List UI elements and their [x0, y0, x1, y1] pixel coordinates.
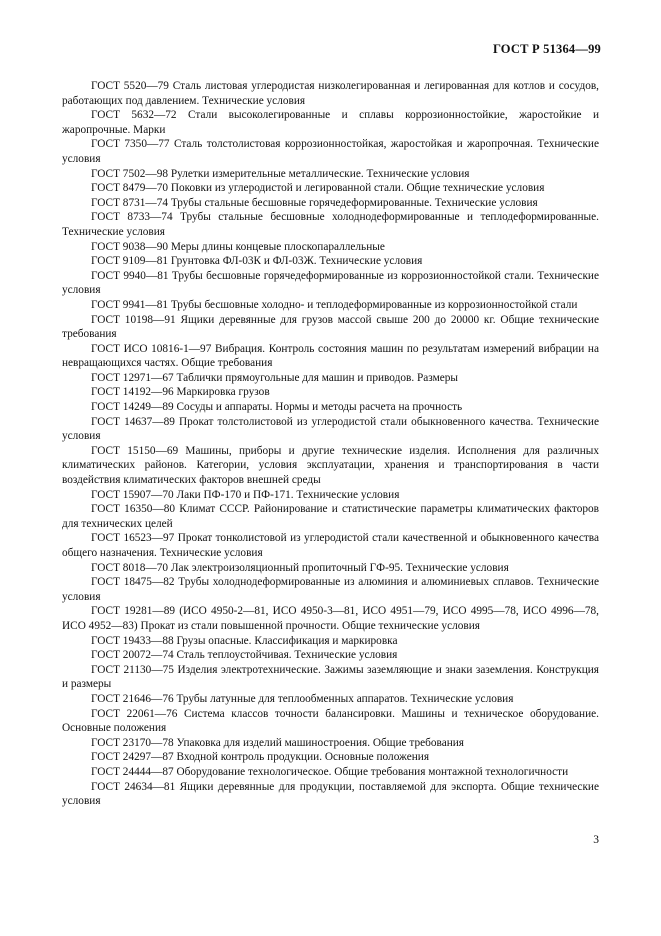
reference-entry: ГОСТ 8731—74 Трубы стальные бесшовные горячедеформированные. Технические условия — [91, 196, 538, 209]
document-header: ГОСТ Р 51364—99 — [492, 42, 601, 56]
reference-entry: ГОСТ 24634—81 Ящики деревянные для продукции, поставляемой для экспорта. Общие технические условия — [62, 780, 599, 808]
reference-entry: ГОСТ 24444—87 Оборудование технологическое. Общие требования монтажной технологичности — [91, 765, 569, 778]
reference-entry: ГОСТ 19281—89 (ИСО 4950-2—81, ИСО 4950-3—81, ИСО 4951—79, ИСО 4995—78, ИСО 4996—78, ИСО 4952—83) Прокат из стали повышенной прочности. Общие технические условия — [62, 605, 599, 632]
reference-entry: ГОСТ 21646—76 Трубы латунные для теплообменных аппаратов. Технические условия — [91, 692, 514, 705]
reference-entry: ГОСТ 15150—69 Машины, приборы и другие технические изделия. Исполнения для различных климатических районов. Категории, условия эксплуатации, хранения и транспортирования в части воздействия климатических факторов внешней среды — [62, 444, 599, 487]
reference-entry: ГОСТ 10198—91 Ящики деревянные для грузов массой свыше 200 до 20000 кг. Общие технические требования — [62, 313, 599, 341]
reference-entry: ГОСТ 16350—80 Климат СССР. Районирование и статистические параметры климатических факторов для технических целей — [62, 503, 599, 530]
reference-entry: ГОСТ 5632—72 Стали высоколегированные и сплавы коррозионностойкие, жаростойкие и жаропрочные. Марки — [62, 109, 599, 136]
reference-entry: ГОСТ ИСО 10816-1—97 Вибрация. Контроль состояния машин по результатам измерений вибрации на невращающихся частях. Общие требования — [62, 342, 599, 370]
reference-entry: ГОСТ 7350—77 Сталь толстолистовая коррозионностойкая, жаростойкая и жаропрочная. Технические условия — [62, 138, 599, 165]
reference-entry: ГОСТ 9940—81 Трубы бесшовные горячедеформированные из коррозионностойкой стали. Технические условия — [62, 269, 599, 297]
reference-entry: ГОСТ 8018—70 Лак электроизоляционный пропиточный ГФ-95. Технические условия — [91, 561, 509, 574]
reference-entry: ГОСТ 15907—70 Лаки ПФ-170 и ПФ-171. Технические условия — [91, 488, 400, 501]
reference-entry: ГОСТ 14249—89 Сосуды и аппараты. Нормы и методы расчета на прочность — [91, 401, 463, 414]
reference-entry: ГОСТ 9109—81 Грунтовка ФЛ-03К и ФЛ-03Ж. Технические условия — [91, 255, 423, 268]
reference-entry: ГОСТ 9038—90 Меры длины концевые плоскопараллельные — [91, 240, 385, 253]
reference-entry: ГОСТ 7502—98 Рулетки измерительные металлические. Технические условия — [91, 167, 470, 180]
reference-entry: ГОСТ 18475—82 Трубы холоднодеформированные из алюминия и алюминиевых сплавов. Технические условия — [62, 576, 599, 603]
reference-entry: ГОСТ 9941—81 Трубы бесшовные холодно- и теплодеформированные из коррозионностойкой стали — [91, 298, 578, 311]
reference-entry: ГОСТ 23170—78 Упаковка для изделий машиностроения. Общие требования — [91, 736, 464, 749]
reference-entry: ГОСТ 22061—76 Система классов точности балансировки. Машины и техническое оборудование. Основные положения — [62, 707, 599, 735]
reference-entry: ГОСТ 19433—88 Грузы опасные. Классификация и маркировка — [91, 634, 398, 647]
reference-entry: ГОСТ 14192—96 Маркировка грузов — [91, 386, 270, 399]
reference-entry: ГОСТ 12971—67 Таблички прямоугольные для машин и приводов. Размеры — [91, 371, 458, 384]
page-number: 3 — [593, 834, 599, 846]
reference-entry: ГОСТ 21130—75 Изделия электротехнические. Зажимы заземляющие и знаки заземления. Конструкция и размеры — [62, 663, 599, 691]
reference-entry: ГОСТ 24297—87 Входной контроль продукции. Основные положения — [91, 751, 430, 764]
reference-entry: ГОСТ 8479—70 Поковки из углеродистой и легированной стали. Общие технические условия — [91, 182, 545, 195]
reference-entry: ГОСТ 20072—74 Сталь теплоустойчивая. Технические условия — [91, 649, 398, 662]
reference-entry: ГОСТ 8733—74 Трубы стальные бесшовные холоднодеформированные и теплодеформированные. Технические условия — [62, 211, 599, 238]
references-list — [62, 79, 599, 809]
reference-entry: ГОСТ 16523—97 Прокат тонколистовой из углеродистой стали качественной и обыкновенного качества общего назначения. Технические условия — [62, 532, 599, 559]
reference-entry: ГОСТ 14637—89 Прокат толстолистовой из углеродистой стали обыкновенного качества. Технические условия — [62, 415, 599, 443]
reference-entry: ГОСТ 5520—79 Сталь листовая углеродистая низколегированная и легированная для котлов и сосудов, работающих под давлением. Технические условия — [62, 80, 599, 107]
